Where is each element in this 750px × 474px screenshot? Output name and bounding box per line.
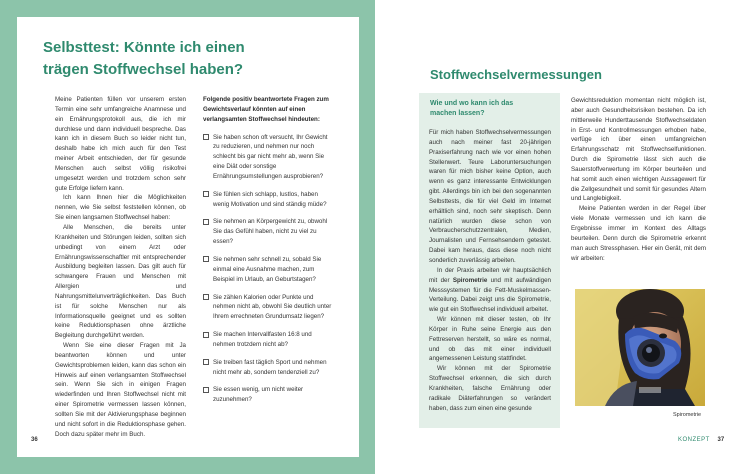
right-page-title: Stoffwechselvermessungen	[430, 67, 602, 82]
checkbox-icon	[203, 332, 209, 338]
page-number-right: 37	[717, 437, 725, 443]
right-column-2	[571, 96, 706, 263]
checkbox-icon	[203, 294, 209, 300]
spirometrie-term: Spirometrie	[452, 276, 488, 284]
question-item	[203, 358, 335, 378]
question-text: Sie machen Intervallfasten 16:8 und nehmen trotzdem nicht ab?	[213, 331, 312, 348]
checkbox-icon	[203, 219, 209, 225]
question-text: Sie treiben fast täglich Sport und nehmen nicht mehr ab, sondern tendenziell zu?	[213, 358, 327, 376]
question-item	[203, 190, 335, 210]
left-paragraph: Ich kann Ihnen hier die Möglichkeiten nennen, wie Sie selbst feststellen können, ob Sie einen langsamen Stoffwechsel haben:	[55, 194, 186, 222]
questions-intro: Folgende positiv beantwortete Fragen zum Gewichtsverlauf könnten auf einen verlangsamten Stoffwechsel hindeuten:	[203, 96, 329, 123]
question-text: Sie nehmen sehr schnell zu, sobald Sie einmal eine Ausnahme machen, zum Beispiel im Urlaub, an Geburtstagen?	[213, 255, 322, 283]
checkbox-icon	[203, 387, 209, 393]
question-item	[203, 330, 335, 350]
right-column-1	[429, 128, 551, 413]
left-column-2-questions	[203, 95, 335, 413]
question-item	[203, 293, 335, 323]
question-item	[203, 385, 335, 405]
question-item	[203, 255, 335, 285]
checkbox-icon	[203, 191, 209, 197]
page-number-left: 36	[31, 437, 38, 443]
left-title-line-2: trägen Stoffwechsel haben?	[43, 61, 244, 78]
question-text: Sie zählen Kalorien oder Punkte und nehmen nicht ab, obwohl Sie deutlich unter Ihrem errechneten Grundumsatz liegen?	[213, 293, 332, 321]
footer-right	[678, 437, 724, 443]
right-paragraph: Wir können mit der Spirometrie Stoffwechsel erkennen, die sich durch Krankheiten, falsche Ernährung oder radikale Diäterfahrungen so verändert haben, dass zum einen eine gesunde	[429, 365, 551, 412]
section-label: KONZEPT	[678, 437, 710, 443]
checkbox-icon	[203, 256, 209, 262]
info-box-heading-line-2: machen lassen?	[430, 110, 485, 117]
text-run: und mit aufwändigen Messsystemen für die Fett-Muskelmassen-Verteilung. Dabei zeigt uns die Spirometrie, wie gut ein Stoffwechsel individuell arbeitet.	[429, 276, 551, 314]
checkbox-icon	[203, 359, 209, 365]
right-paragraph: Für mich haben Stoffwechselvermessungen auch nach meiner fast 20-jährigen Praxiserfahrung nach wie vor einen hohen Stellenwert. Teure Laboruntersuchungen waren für mich bisher keine Option, auch wenn es ganz interessante Entwicklungen gibt. Allerdings bin ich bei den sogenannten Selbsttests, die für viel Geld im Internet erhältlich sind, noch sehr skeptisch. Denn natürlich wurden diese schon von Verbraucherschutzzentralen, Medien, Journalisten und Fernsehsendern getestet. Dabei kam heraus, dass diese noch nicht sonderlich zuverlässig arbeiten.	[429, 129, 551, 264]
checkbox-icon	[203, 134, 209, 140]
text-run: In der Praxis arbeiten wir hauptsächlich mit der	[429, 266, 551, 284]
spirometry-photo-illustration	[575, 289, 705, 406]
spirometry-photo	[575, 289, 705, 406]
left-page-title	[43, 37, 343, 81]
info-box-heading	[430, 99, 540, 119]
question-text: Sie fühlen sich schlapp, lustlos, haben wenig Motivation und sind ständig müde?	[213, 190, 327, 208]
question-item	[203, 133, 335, 182]
right-paragraph: Meine Patienten werden in der Regel über viele Monate vermessen und ich kann die Ergebnisse immer im Kontext des Alltags beurteilen. Denn durch die Spirometrie erkennt man auch Stressphasen. Hier ein Gerät, mit dem wir arbeiten:	[571, 205, 706, 262]
left-paragraph: Meine Patienten füllen vor unserem ersten Termin eine sehr umfangreiche Anamnese und ein Ernährungsprotokoll aus, die ich mir durchlese und dann individuell bespreche. Das kann ich in diesem Buch so leider nicht tun, deshalb habe ich mich auch für den Test meiner Arbeit entschieden, der für gesunde Menschen auch selbst völlig risikofrei umgesetzt werden und trotzdem schon sehr gute Erfolge liefern kann.	[55, 96, 186, 192]
question-text: Sie haben schon oft versucht, Ihr Gewicht zu reduzieren, und nehmen nur noch schlecht bis gar nicht mehr ab, wenn Sie eine Diät oder sonstige Ernährungsumstellungen ausprobieren?	[213, 133, 328, 180]
questions-list	[203, 133, 335, 406]
question-text: Sie essen wenig, um nicht weiter zuzunehmen?	[213, 386, 304, 404]
left-column-1	[55, 95, 186, 440]
right-paragraph	[429, 266, 551, 315]
question-item	[203, 217, 335, 247]
left-paragraph: Wenn Sie eine dieser Fragen mit Ja beantworten können und unter Gewichtsproblemen leiden, kann das schon ein Hinweis auf einen verlangsamten Stoffwechsel sein. Wenn Sie sich in einigen Fragen wiederfinden und Ihren Stoffwechsel nicht mit einer Spirometrie vermessen lassen können, sollten Sie mit der Aktivierungsphase beginnen und nicht sofort in die Reduktionsphase gehen. Doch dazu später mehr im Buch.	[55, 342, 186, 438]
left-paragraph: Alle Menschen, die bereits unter Krankheiten und Störungen leiden, sollten sich unbedingt von einem Arzt oder Ernährungswissenschaftler mit entsprechender Ausbildung begleiten lassen. Das gilt auch für schwangere Frauen und Menschen mit Allergien und Nahrungsmittelunverträglichkeiten. Das Buch ist für solche Menschen nur als Informationsquelle geeignet und es sollten keine Reduktionsphasen ohne ärztliche Begleitung durchgeführt werden.	[55, 223, 186, 340]
info-box-heading-line-1: Wie und wo kann ich das	[430, 100, 514, 107]
right-paragraph: Gewichtsreduktion momentan nicht möglich ist, aber auch Gesundheitsrisiken bestehen. Da ich mittlerweile Hunderttausende Stoffwechseldaten in Erst- und Kontrollmessungen erhoben habe, verfüge ich über einen umfangreichen Erfahrungsschatz mit Stoffwechselfunktionen. Durch die Spirometrie lässt sich auch die Sauerstoffverwertung im Körper beurteilen und hat somit auch einen wichtigen Aussagewert für die Zellgesundheit und somit für gesundes Altern und Langlebigkeit.	[571, 97, 706, 203]
question-text: Sie nehmen an Körpergewicht zu, obwohl Sie das Gefühl haben, nicht zu viel zu essen?	[213, 218, 328, 246]
photo-caption: Spirometrie	[673, 412, 702, 418]
right-paragraph: Wir können mit dieser testen, ob Ihr Körper in Ruhe seine Energie aus den Fettreserven herstellt, so wäre es normal, und ob das mit einer individuell angemessenen Leistung stattfindet.	[429, 316, 551, 363]
left-title-line-1: Selbsttest: Könnte ich einen	[43, 39, 245, 56]
